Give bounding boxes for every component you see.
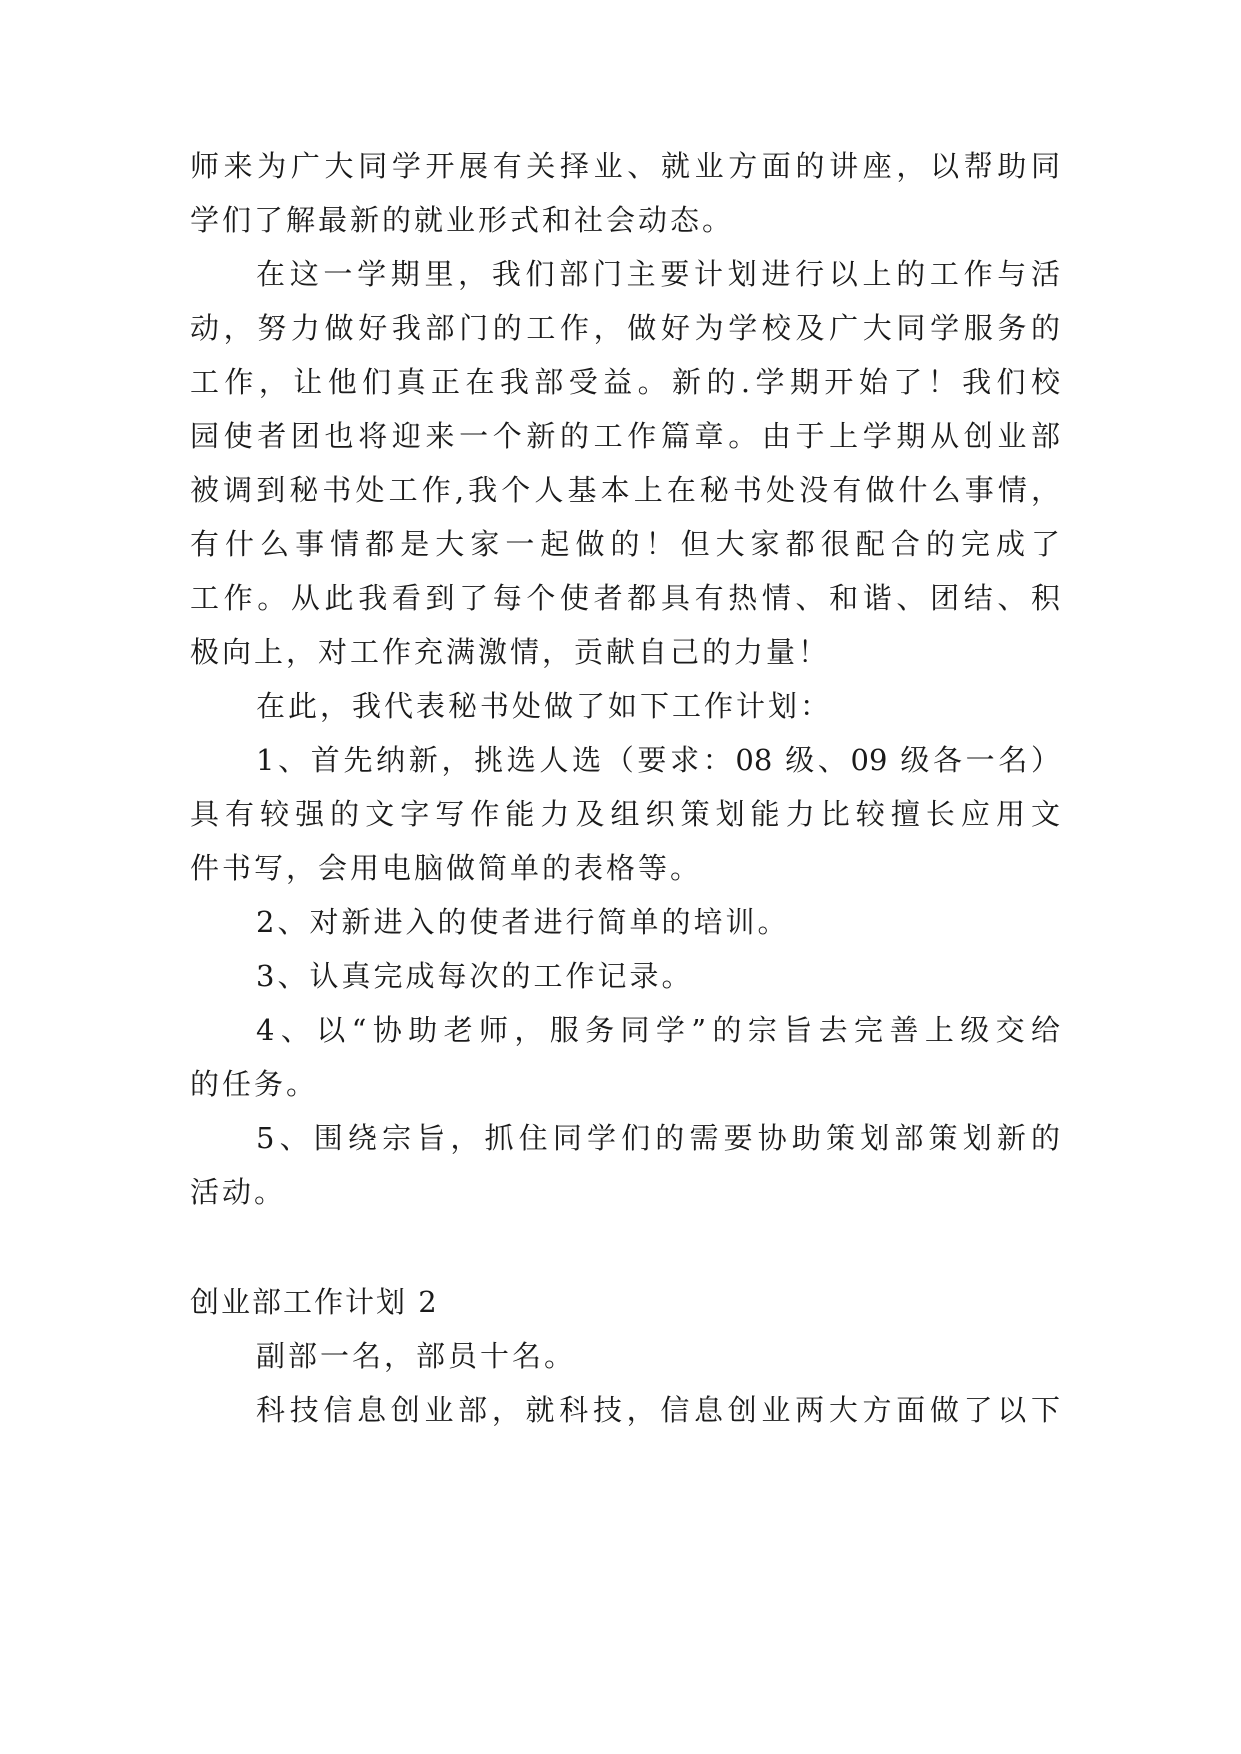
section-paragraph-1-line-1: 副部一名，部员十名。	[256, 1339, 577, 1373]
paragraph-4-line-1: 1、首先纳新，挑选人选（要求：08 级、09 级各一名）	[256, 743, 1060, 777]
paragraph-2-line-6: 有什么事情都是大家一起做的！但大家都很配合的完成了	[190, 527, 1060, 561]
paragraph-6-line-1: 3、认真完成每次的工作记录。	[256, 959, 694, 993]
section-heading: 创业部工作计划 2	[190, 1285, 439, 1319]
paragraph-2-line-8: 极向上，对工作充满激情，贡献自己的力量！	[190, 635, 831, 669]
paragraph-1-line-1: 师来为广大同学开展有关择业、就业方面的讲座，以帮助同	[190, 149, 1060, 183]
paragraph-1-line-2: 学们了解最新的就业形式和社会动态。	[190, 203, 735, 237]
paragraph-4-line-2: 具有较强的文字写作能力及组织策划能力比较擅长应用文	[190, 797, 1060, 831]
paragraph-8-line-2: 活动。	[190, 1175, 287, 1209]
paragraph-4-line-3: 件书写，会用电脑做简单的表格等。	[190, 851, 703, 885]
paragraph-7-line-1: 4、以“协助老师，服务同学”的宗旨去完善上级交给	[256, 1013, 1060, 1047]
paragraph-2-line-2: 动，努力做好我部门的工作，做好为学校及广大同学服务的	[190, 311, 1060, 345]
paragraph-2-line-3: 工作，让他们真正在我部受益。新的.学期开始了！我们校	[190, 365, 1060, 399]
paragraph-8-line-1: 5、围绕宗旨，抓住同学们的需要协助策划部策划新的	[256, 1121, 1060, 1155]
paragraph-2-line-7: 工作。从此我看到了每个使者都具有热情、和谐、团结、积	[190, 581, 1060, 615]
paragraph-2-line-4: 园使者团也将迎来一个新的工作篇章。由于上学期从创业部	[190, 419, 1060, 453]
paragraph-2-line-5: 被调到秘书处工作,我个人基本上在秘书处没有做什么事情，	[190, 473, 1060, 507]
section-paragraph-2-line-1: 科技信息创业部，就科技，信息创业两大方面做了以下	[256, 1393, 1060, 1427]
paragraph-5-line-1: 2、对新进入的使者进行简单的培训。	[256, 905, 790, 939]
paragraph-7-line-2: 的任务。	[190, 1067, 319, 1101]
paragraph-2-line-1: 在这一学期里，我们部门主要计划进行以上的工作与活	[256, 257, 1060, 291]
paragraph-3-line-1: 在此，我代表秘书处做了如下工作计划：	[256, 689, 833, 723]
